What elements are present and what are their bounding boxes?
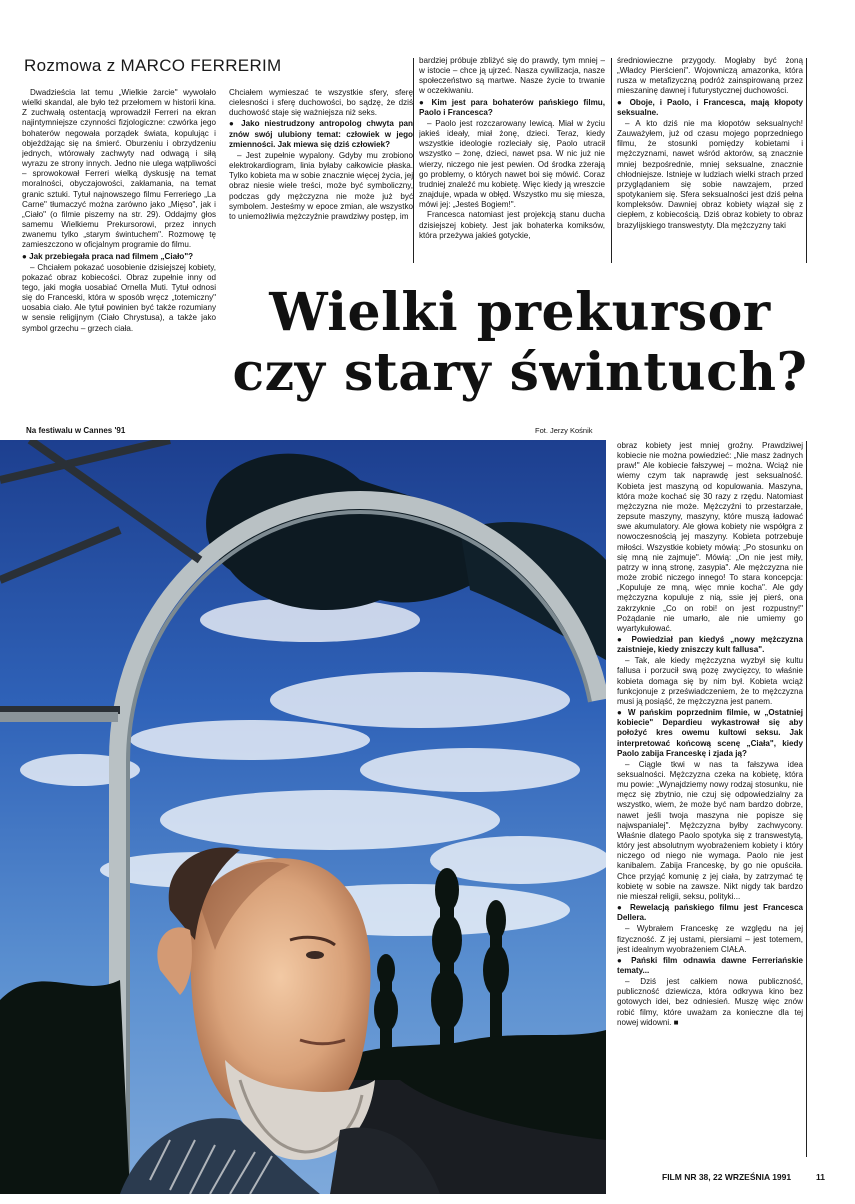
interview-question: ● Kim jest para bohaterów pańskiego filmu, Paolo i Francesca? (419, 98, 605, 118)
article-paragraph: – A kto dziś nie ma kłopotów seksualnych! Zauważyłem, już od czasu mojego poprzedniego filmu, że stosunki pomiędzy kobietami i mężczyznami, nawet wśród aktorów, są znacznie mniej bezpośrednie, mniej seksualne, znacznie chłodniejsze. Istnieje w ludziach wielki strach przed przyglądaniem się sobie nawzajem, przed spotykaniem się. Sfera seksualności jest dziś pełna kompleksów. Dawniej obraz kobiety wiązał się z ciepłem, z kobiecością. Dziś obraz kobiety to obraz brazylijskiego transwestyty. Dla mężczyzny taki (617, 118, 803, 230)
column-4 (617, 56, 803, 266)
column-rule (611, 58, 612, 263)
article-paragraph: Dwadzieścia lat temu „Wielkie żarcie" wywołało wielki skandal, ale było też przełomem w historii kina. Z zuchwałą ostentacją wprowadził Ferreri na ekran najintymniejsze czynności fizjologiczne: czwórka jego bohaterów negowała porządek świata, kopulując i objeżdżając się na śmierć. Oburzeniu i obrzydzeniu jednych, wtórowały zachwyty nad odwagą i siłą wyrazu ze strony innych. Jedno nie ulega wątpliwości – sprowokował Ferreri wielką dyskusję na temat moralności, obyczajowości, zakłamania, na temat granic sztuki. Tytuł najnowszego filmu Ferreriego „La Carne" tłumaczyć można zarówno jako „Mięso", jak i „Ciało" (o filmie piszemy na str. 29). Oddajmy głos samemu Wielkiemu Prekursorowi, przez innych zwanemu tylko „starym świntuchem". Rozmowę tę zamieszczono w oficjalnym programie do filmu. (22, 88, 216, 250)
interview-question: ● Rewelacją pańskiego filmu jest Francesca Dellera. (617, 903, 803, 923)
article-paragraph: bardziej próbuje zbliżyć się do prawdy, tym mniej – w istocie – chce ją ujrzeć. Nasza cywilizacja, nasze społeczeństwo są martwe. Nasze życie to trwanie w oczekiwaniu. (419, 56, 605, 96)
article-paragraph: średniowieczne przygody. Mogłaby być żoną „Władcy Pierścieni". Wojowniczą amazonka, która rusza w metafizyczną podróż zainspirowaną przez mieszaninę dawnej i futurystycznej duchowości. (617, 56, 803, 96)
ferreri-photo (0, 440, 606, 1194)
column-3 (419, 56, 605, 266)
article-paragraph: – Jest zupełnie wypalony. Gdyby mu zrobiono elektrokardiogram, linia byłaby całkowicie płaska. Tylko kobieta ma w sobie znacznie więcej życia, jej obraz niesie wiele treści, może być symboliczny, podczas gdy mężczyzna nie może już być symbolem. Jesteśmy w epoce zmian, ale wszystko to uniemożliwia mężczyźnie prawdziwy postęp, im (229, 150, 413, 221)
headline-line-2: czy stary świntuch? (232, 342, 808, 403)
headline-line-1: Wielki prekursor (269, 282, 771, 343)
column-rule (413, 58, 414, 263)
interview-question: ● Pański film odnawia dawne Ferreriańskie tematy... (617, 956, 803, 976)
interview-question: ● Jak przebiegała praca nad filmem „Ciało"? (22, 252, 216, 262)
footer-issue: FILM NR 38, 22 WRZEŚNIA 1991 (662, 1172, 792, 1182)
footer-page-number: 11 (816, 1172, 825, 1182)
column-2 (229, 88, 413, 266)
article-paragraph: Chciałem wymieszać te wszystkie sfery, sferę cielesności i sferę duchowości, bo sądzę, że dziś duchowość staje się ważniejsza niż seks. (229, 88, 413, 118)
interview-question: ● Jako niestrudzony antropolog chwyta pan znów swój ulubiony temat: człowiek w jego zmienności. Jak miewa się dziś człowiek? (229, 119, 413, 149)
article-paragraph: – Tak, ale kiedy mężczyzna wyzbył się kultu fallusa i porzucił swą pozę zwycięzcy, to właśnie kobieta domaga się by nim był. Kobieta wciąż funkcjonuje z przeświadczeniem, że to mężczyzna musi ją posiąść, że mężczyzna jest panem. (617, 656, 803, 706)
column-1 (22, 88, 216, 410)
interview-question: ● W pańskim poprzednim filmie, w „Ostatniej kobiecie" Depardieu wykastrował się aby położyć kres owemu kultowi seksu. Jak interpretować końcową scenę „Ciała", kiedy Paolo zabija Franceskę i zjada ją? (617, 708, 803, 759)
article-paragraph: Francesca natomiast jest projekcją stanu ducha dzisiejszej kobiety. Jest jak bohaterka komiksów, która przeżywa jakieś gotyckie, (419, 210, 605, 240)
article-paragraph: – Paolo jest rozczarowany lewicą. Miał w życiu jakieś ideały, miał żonę, dzieci. Teraz, kiedy wszystkie ideologie rozleciały się, Paolo utracił wszystko – żonę, dzieci, nawet psa. W nic już nie wierzy, niczego nie jest pewien. Od środka zżerają go problemy, o których nawet boi się mówić. Coraz trudniej znaleźć mu kobietę. Więc kiedy ją wreszcie znajduje, wpada w obłęd. Wszystko mu się miesza, mówi jej: „Jesteś Bogiem!". (419, 118, 605, 210)
interview-question: ● Powiedział pan kiedyś „nowy mężczyzna zaistnieje, kiedy zniszczy kult fallusa". (617, 635, 803, 655)
article-paragraph: – Wybrałem Franceskę ze względu na jej fizyczność. Z jej ustami, piersiami – jest totemem, jest idealnym wyobrażeniem CIAŁA. (617, 924, 803, 954)
article-paragraph: – Chciałem pokazać uosobienie dzisiejszej kobiety, pokazać obraz kobiecości. Obraz zupełnie inny od tego, jaki mogła uosabiać Ornella Muti. Tytuł odnosi się do Franceski, która w sposób wręcz „totemiczny" uosabia ciało. Ale tytuł powinien być także rozumiany w sensie religijnym (Ciało Chrystusa), a także jako symbol grzechu – grzech ciała. (22, 262, 216, 333)
interview-header: Rozmowa z MARCO FERRERIM (24, 56, 282, 75)
interview-question: ● Oboje, i Paolo, i Francesca, mają kłopoty seksualne. (617, 98, 803, 118)
column-rule (806, 58, 807, 263)
headline (220, 283, 820, 403)
article-paragraph: – Ciągle tkwi w nas ta fałszywa idea seksualności. Mężczyzna czeka na kobietę, która mu powie: „Wynajdziemy nowy rodzaj stosunku, nie męcz się zbytnio, nie czuj się odpowiedzialny za wszystko, wiem, że może być nam bardzo dobrze, nawet jeśli twoja maszyna nie popisze się najwspanialej". Mężczyzna byłby zachwycony. Właśnie dlatego Paolo spotyka się z transwestytą, który jest absolutnym wyobrażeniem kobiety i który niczego od niego nie wymaga. Paolo nie jest kanibalem. Zabija Franceskę, by go nie opuściła. Chce przyjąć komunię z jej ciała, by zatrzymać tę kobietę w sobie na zawsze. Nikt nigdy tak bardzo nie mieszał religii, seksu, polityki... (617, 759, 803, 901)
photo-credit: Fot. Jerzy Kośnik (535, 426, 593, 435)
article-paragraph: – Dziś jest całkiem nowa publiczność, publiczność dziewicza, która odkrywa kino bez gotowych idei, bez odniesień. Muszę więc znów robić filmy, które uważam za konieczne dla tej nowej widowni. ■ (617, 977, 803, 1027)
column-rule (806, 441, 807, 1157)
article-paragraph: obraz kobiety jest mniej groźny. Prawdziwej kobiecie nie można powiedzieć: „Nie masz żadnych praw!" Ale kobiecie fałszywej – można. Wciąż nie wiemy czym tak naprawdę jest seksualność. Kobieta jest maszyną od kopulowania. Maszyna, która może kochać się 30 razy z rzędu. Natomiast mężczyzna nie może. Mężczyźni to przestarzałe, zepsute maszyny, maszyny, które muszą ładować swe akumulatory. Ale głowa kobiety nie współgra z nowoczesnością jej maszyny. Kobieta potrzebuje miłości. Wszystkie kobiety mówią: „Po stosunku on się mną nie zajmuje". Mówią: „On nie jest miły, patrzy w inną stronę, zasypia". Ale mężczyzna nie może zrobić niczego innego! To stara koncepcja: „Kopuluje ze mną, więc mnie kocha". Ale gdy mężczyzna kopuluje z nią, ssie jej pierś, ona zakrzyknie „Co on robi! on jest rozpustny!" Pożądanie nie umarło, ale nie umiemy go wyartykułować. (617, 441, 803, 633)
photo-caption: Na festiwalu w Cannes '91 (26, 426, 126, 435)
column-5 (617, 441, 803, 1159)
